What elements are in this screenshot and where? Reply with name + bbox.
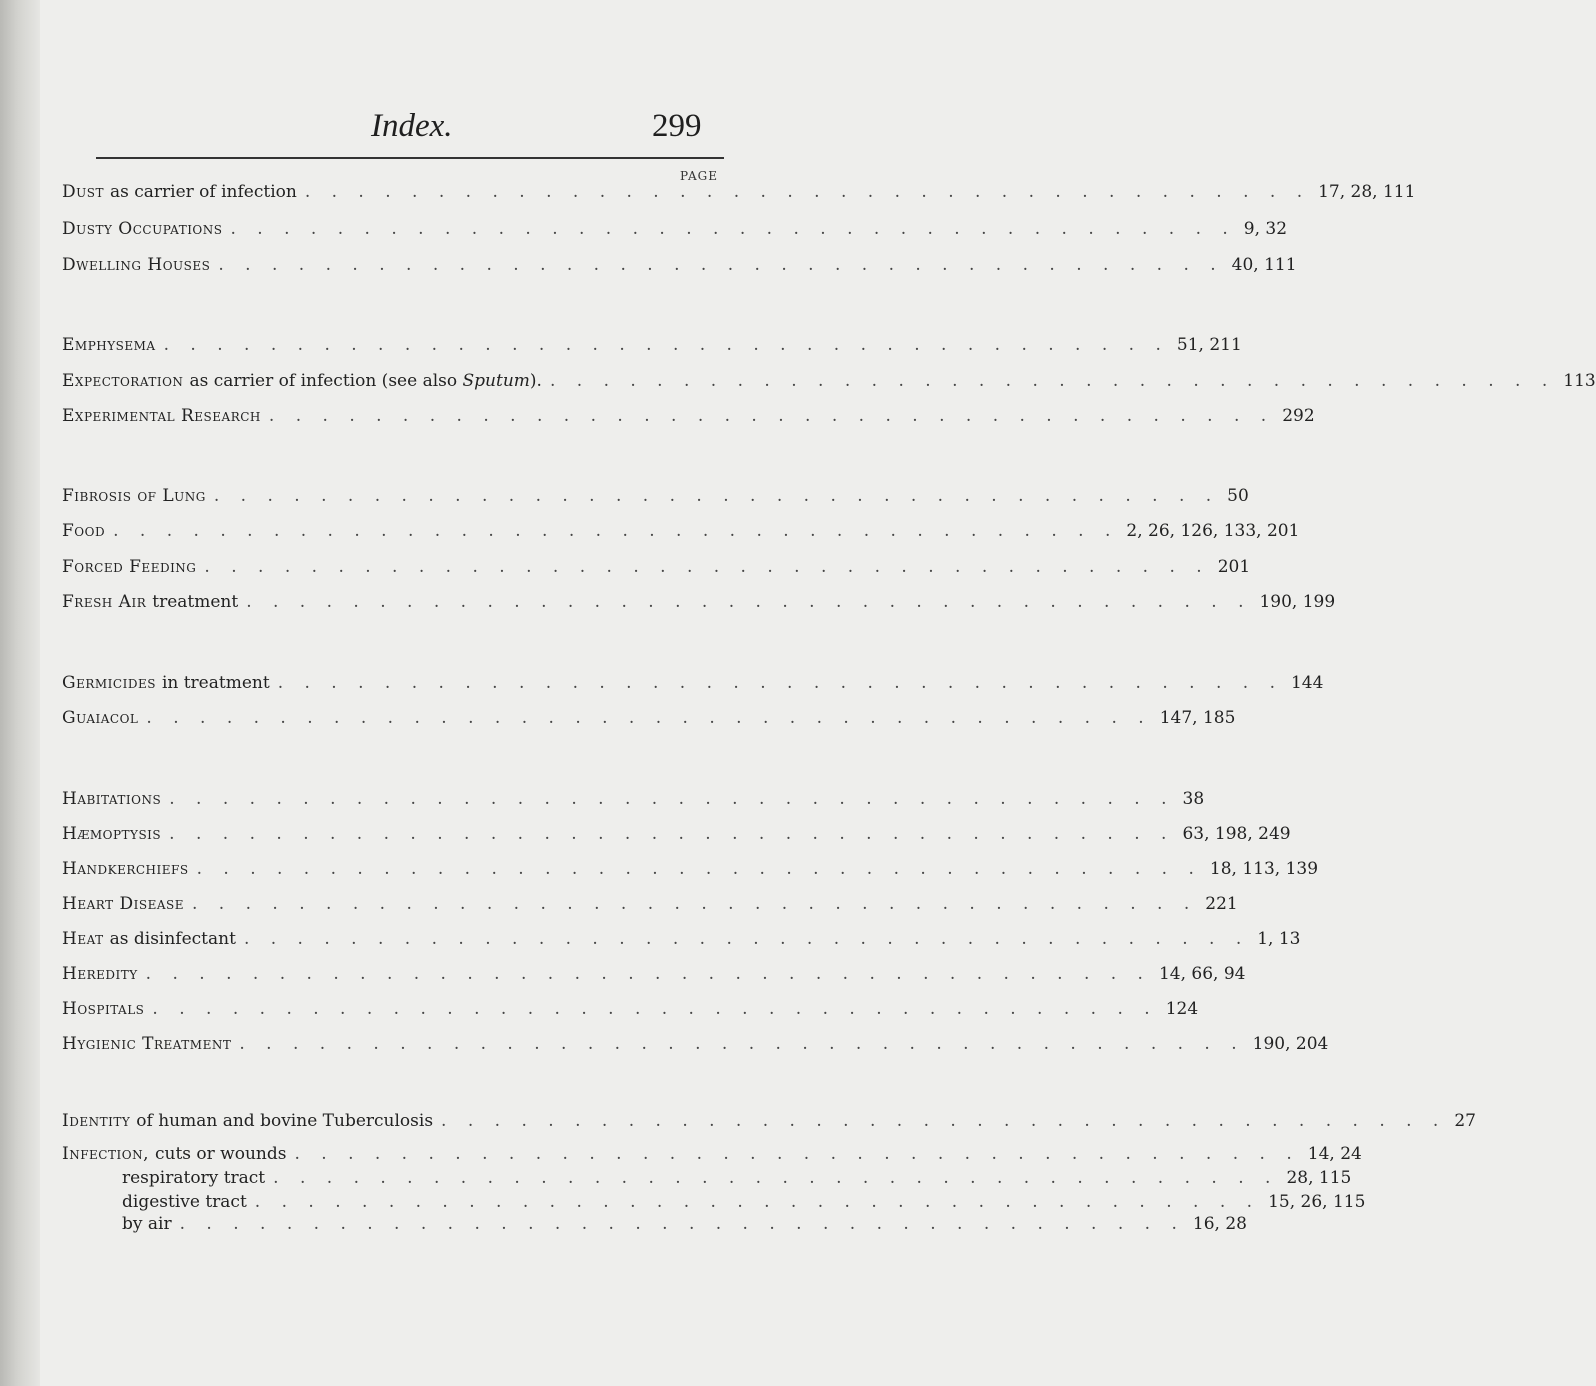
entry-pages: 14, 66, 94 (1158, 964, 1246, 984)
entry-qualifier: in treatment (161, 673, 270, 693)
entry-heading: Expectoration (62, 371, 184, 391)
entry-pages: 50 (1227, 486, 1249, 506)
entry-pages: 14, 24 (1307, 1144, 1362, 1164)
entry-pages: 28, 115 (1286, 1168, 1352, 1188)
index-entry-heart-disease (62, 894, 1238, 918)
entry-qualifier: cuts or wounds (154, 1144, 287, 1164)
dot-leader: . . . . . . . . . . . . . . . . . . . . . . . . . . . . . . . . . . . . . . (204, 557, 1210, 577)
dot-leader: . . . . . . . . . . . . . . . . . . . . . . . . . . . . . . . . . . . . . . (441, 1111, 1447, 1131)
dot-leader: . . . . . . . . . . . . . . . . . . . . . . . . . . . . . . . . . . . . . . (239, 1034, 1245, 1054)
index-entry-food (62, 521, 1300, 545)
page-title: Index. (371, 108, 453, 144)
entry-pages: 124 (1165, 999, 1199, 1019)
entry-qualifier-end: ). (529, 371, 542, 391)
dot-leader: . . . . . . . . . . . . . . . . . . . . . . . . . . . . . . . . . . . . . . (163, 335, 1169, 355)
entry-heading: Germicides (62, 673, 156, 693)
index-entry-handkerchiefs (62, 859, 1319, 883)
entry-heading: Experimental Research (62, 406, 261, 426)
index-entry-habitations (62, 789, 1205, 813)
dot-leader: . . . . . . . . . . . . . . . . . . . . . . . . . . . . . . . . . . . . . . (196, 859, 1202, 879)
entry-pages: 201 (1217, 557, 1251, 577)
entry-heading: Forced Feeding (62, 557, 197, 577)
entry-pages: 17, 28, 111 (1318, 182, 1416, 202)
entry-pages: 1, 13 (1257, 929, 1301, 949)
subentry-text: digestive tract (122, 1192, 247, 1212)
entry-qualifier: treatment (152, 592, 239, 612)
dot-leader: . . . . . . . . . . . . . . . . . . . . . . . . . . . . . . . . . . . . . . (294, 1144, 1300, 1164)
entry-qualifier: as carrier of infection (109, 182, 297, 202)
index-entry-expectoration (62, 371, 1596, 395)
index-entry-guaiacol (62, 708, 1236, 732)
entry-pages: 63, 198, 249 (1182, 824, 1291, 844)
index-entry-heredity (62, 964, 1246, 988)
dot-leader: . . . . . . . . . . . . . . . . . . . . . . . . . . . . . . . . . . . . . . (191, 894, 1198, 914)
entry-heading: Emphysema (62, 335, 156, 355)
index-entry-hygienic-treatment (62, 1034, 1329, 1058)
index-entry-germicides (62, 673, 1324, 697)
dot-leader: . . . . . . . . . . . . . . . . . . . . . . . . . . . . . . . . . . . . . . (169, 824, 1175, 844)
entry-heading: Hygienic Treatment (62, 1034, 232, 1054)
dot-leader: . . . . . . . . . . . . . . . . . . . . . . . . . . . . . . . . . . . . . . (277, 673, 1283, 693)
entry-heading: Dust (62, 182, 104, 202)
dot-leader: . . . . . . . . . . . . . . . . . . . . . . . . . . . . . . . . . . . . . . (273, 1168, 1279, 1188)
dot-leader: . . . . . . . . . . . . . . . . . . . . . . . . . . . . . . . . . . . . . . (268, 406, 1275, 426)
dot-leader: . . . . . . . . . . . . . . . . . . . . . . . . . . . . . . . . . . . . . . (146, 708, 1152, 728)
index-entry-emphysema (62, 335, 1242, 359)
entry-pages: 40, 111 (1231, 255, 1297, 275)
entry-pages: 16, 28 (1192, 1214, 1247, 1234)
index-entry-experimental-research (62, 406, 1315, 430)
index-subentry-by-air (122, 1214, 1247, 1238)
entry-heading: Food (62, 521, 106, 541)
entry-pages: 9, 32 (1243, 219, 1288, 239)
entry-pages: 144 (1290, 673, 1324, 693)
entry-pages: 190, 199 (1259, 592, 1336, 612)
dot-leader: . . . . . . . . . . . . . . . . . . . . . . . . . . . . . . . . . . . . . . (254, 1192, 1261, 1212)
dot-leader: . . . . . . . . . . . . . . . . . . . . . . . . . . . . . . . . . . . . . . (218, 255, 1224, 275)
index-entry-haemoptysis (62, 824, 1291, 848)
entry-heading: Hospitals (62, 999, 145, 1019)
cross-reference: Sputum (462, 371, 530, 391)
page-number: 299 (652, 108, 702, 144)
entry-pages: 18, 113, 139 (1209, 859, 1319, 879)
dot-leader: . . . . . . . . . . . . . . . . . . . . . . . . . . . . . . . . . . . . . . (179, 1214, 1185, 1234)
index-entry-dust (62, 182, 1416, 206)
index-entry-dusty-occupations (62, 219, 1288, 243)
entry-heading: Infection, (62, 1144, 149, 1164)
entry-pages: 221 (1205, 894, 1238, 914)
index-entry-identity (62, 1111, 1476, 1135)
entry-qualifier: as disinfectant (109, 929, 236, 949)
subentry-text: by air (122, 1214, 172, 1234)
entry-pages: 15, 26, 115 (1268, 1192, 1366, 1212)
entry-heading: Handkerchiefs (62, 859, 189, 879)
entry-heading: Dusty Occupations (62, 219, 223, 239)
index-subentry-respiratory-tract (122, 1168, 1352, 1192)
entry-heading: Identity (62, 1111, 131, 1131)
entry-pages: 2, 26, 126, 133, 201 (1126, 521, 1300, 541)
index-entry-heat (62, 929, 1301, 953)
dot-leader: . . . . . . . . . . . . . . . . . . . . . . . . . . . . . . . . . . . . . . (246, 592, 1252, 612)
index-subentry-digestive-tract (122, 1192, 1366, 1216)
index-entry-dwelling-houses (62, 255, 1297, 279)
entry-pages: 113 (1563, 371, 1596, 391)
entry-heading: Hæmoptysis (62, 824, 162, 844)
entry-pages: 51, 211 (1176, 335, 1242, 355)
entry-heading: Guaiacol (62, 708, 139, 728)
dot-leader: . . . . . . . . . . . . . . . . . . . . . . . . . . . . . . . . . . . . . . (152, 999, 1158, 1019)
dot-leader: . . . . . . . . . . . . . . . . . . . . . . . . . . . . . . . . . . . . . . (243, 929, 1250, 949)
entry-heading: Heat (62, 929, 104, 949)
dot-leader: . . . . . . . . . . . . . . . . . . . . . . . . . . . . . . . . . . . . . . (304, 182, 1311, 202)
entry-heading: Habitations (62, 789, 162, 809)
dot-leader: . . . . . . . . . . . . . . . . . . . . . . . . . . . . . . . . . . . . . . (549, 371, 1556, 391)
dot-leader: . . . . . . . . . . . . . . . . . . . . . . . . . . . . . . . . . . . . . . (113, 521, 1119, 541)
entry-heading: Fibrosis of Lung (62, 486, 206, 506)
subentry-text: respiratory tract (122, 1168, 266, 1188)
page-column-label: PAGE (680, 169, 718, 183)
dot-leader: . . . . . . . . . . . . . . . . . . . . . . . . . . . . . . . . . . . . . . (145, 964, 1151, 984)
entry-qualifier: of human and bovine Tuberculosis (136, 1111, 434, 1131)
index-entry-fresh-air (62, 592, 1336, 616)
index-entry-hospitals (62, 999, 1199, 1023)
entry-pages: 27 (1454, 1111, 1476, 1131)
entry-pages: 190, 204 (1252, 1034, 1329, 1054)
entry-heading: Heart Disease (62, 894, 184, 914)
entry-heading: Heredity (62, 964, 138, 984)
dot-leader: . . . . . . . . . . . . . . . . . . . . . . . . . . . . . . . . . . . . . . (230, 219, 1236, 239)
entry-pages: 292 (1282, 406, 1315, 426)
index-entry-infection (62, 1144, 1362, 1168)
entry-pages: 147, 185 (1159, 708, 1236, 728)
entry-heading: Fresh Air (62, 592, 147, 612)
index-entry-fibrosis-of-lung (62, 486, 1249, 510)
entry-qualifier: as carrier of infection (see also (189, 371, 458, 391)
entry-pages: 38 (1182, 789, 1205, 809)
index-entry-forced-feeding (62, 557, 1251, 581)
dot-leader: . . . . . . . . . . . . . . . . . . . . . . . . . . . . . . . . . . . . . . (213, 486, 1220, 506)
dot-leader: . . . . . . . . . . . . . . . . . . . . . . . . . . . . . . . . . . . . . . (169, 789, 1175, 809)
entry-heading: Dwelling Houses (62, 255, 211, 275)
